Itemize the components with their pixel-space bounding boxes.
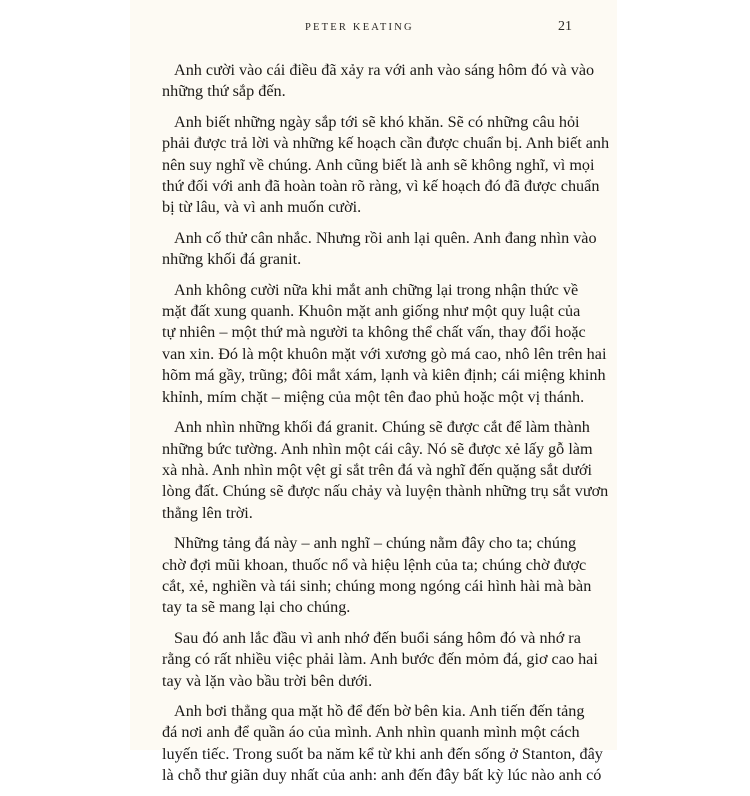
paragraph xyxy=(162,533,596,619)
text-line: Những tảng đá này – anh nghĩ – chúng nằm đây cho ta; chúng xyxy=(174,534,577,553)
text-line: Anh cười vào cái điều đã xảy ra với anh vào sáng hôm đó và vào xyxy=(174,61,595,79)
text-line: hõm má gầy, trũng; đôi mắt xám, lạnh và kiên định; cái miệng khinh xyxy=(162,366,606,385)
paragraph xyxy=(162,60,596,103)
text-line: Anh biết những ngày sắp tới sẽ khó khăn. Sẽ có những câu hỏi xyxy=(174,112,580,131)
text-line: Anh cố thử cân nhắc. Nhưng rồi anh lại quên. Anh đang nhìn vào xyxy=(174,228,597,247)
paragraph xyxy=(162,228,596,271)
paragraph xyxy=(162,628,596,692)
text-line: cắt, xẻ, nghiền và tái sinh; chúng mong ngóng cái hình hài mà bàn xyxy=(162,576,592,595)
text-line: bị từ lâu, và vì anh muốn cười. xyxy=(162,198,362,217)
text-line: rằng có rất nhiều việc phải làm. Anh bước đến mỏm đá, giơ cao hai xyxy=(162,650,598,669)
text-line: mặt đất xung quanh. Khuôn mặt anh giống như một quy luật của xyxy=(162,302,581,321)
running-head: PETER KEATING xyxy=(305,22,414,33)
text-line: thứ đối với anh đã hoàn toàn rõ ràng, vì kế hoạch đó đã được chuẩn xyxy=(162,177,600,196)
text-line: tự nhiên – một thứ mà người ta không thể chất vấn, thay đổi hoặc xyxy=(162,323,586,342)
text-line: xà nhà. Anh nhìn một vệt gỉ sắt trên đá và nghĩ đến quặng sắt dưới xyxy=(162,460,593,479)
text-line: luyến tiếc. Trong suốt ba năm kể từ khi anh đến sống ở Stanton, đây xyxy=(162,744,603,763)
page-number: 21 xyxy=(558,19,572,34)
text-line: Anh không cười nữa khi mắt anh chững lại trong nhận thức về xyxy=(174,280,579,299)
paragraph xyxy=(162,701,603,787)
text-line: Sau đó anh lắc đầu vì anh nhớ đến buổi sáng hôm đó và nhớ ra xyxy=(174,628,581,647)
paragraph xyxy=(162,112,610,219)
text-line: khỉnh, mím chặt – miệng của một tên đao phủ hoặc một vị thánh. xyxy=(162,387,585,406)
text-line: là chỗ thư giãn duy nhất của anh: anh đến đây bất kỳ lúc nào anh có xyxy=(162,766,602,785)
paragraph xyxy=(162,417,609,524)
text-line: tay ta sẽ mang lại cho chúng. xyxy=(162,598,351,617)
text-line: thẳng lên trời. xyxy=(162,503,253,522)
text-line: lòng đất. Chúng sẽ được nấu chảy và luyện thành những trụ sắt vươn xyxy=(162,482,609,501)
book-page xyxy=(130,0,617,785)
text-line: nên suy nghĩ về chúng. Anh cũng biết là anh sẽ không nghĩ, vì mọi xyxy=(162,155,595,174)
text-line: tay và lặn vào bầu trời bên dưới. xyxy=(162,671,373,690)
text-line: Anh nhìn những khối đá granit. Chúng sẽ được cắt để làm thành xyxy=(174,418,590,437)
text-line: đá nơi anh để quần áo của mình. Anh nhìn quanh mình một cách xyxy=(162,723,580,742)
body-text xyxy=(162,60,610,796)
text-line: những thứ sắp đến. xyxy=(162,82,286,101)
text-line: chờ đợi mũi khoan, thuốc nổ và hiệu lệnh của ta; chúng chờ được xyxy=(162,555,587,574)
text-line: Anh bơi thẳng qua mặt hồ để đến bờ bên kia. Anh tiến đến tảng xyxy=(174,701,585,720)
paragraph xyxy=(162,280,607,408)
text-line: những bức tường. Anh nhìn một cái cây. Nó sẽ được xẻ lấy gỗ làm xyxy=(162,439,593,458)
text-line: những khối đá granit. xyxy=(162,250,302,269)
text-line: phải được trả lời và những kế hoạch cần được chuẩn bị. Anh biết anh xyxy=(162,134,610,153)
text-line: van xin. Đó là một khuôn mặt với xương gò má cao, nhô lên trên hai xyxy=(162,344,607,363)
